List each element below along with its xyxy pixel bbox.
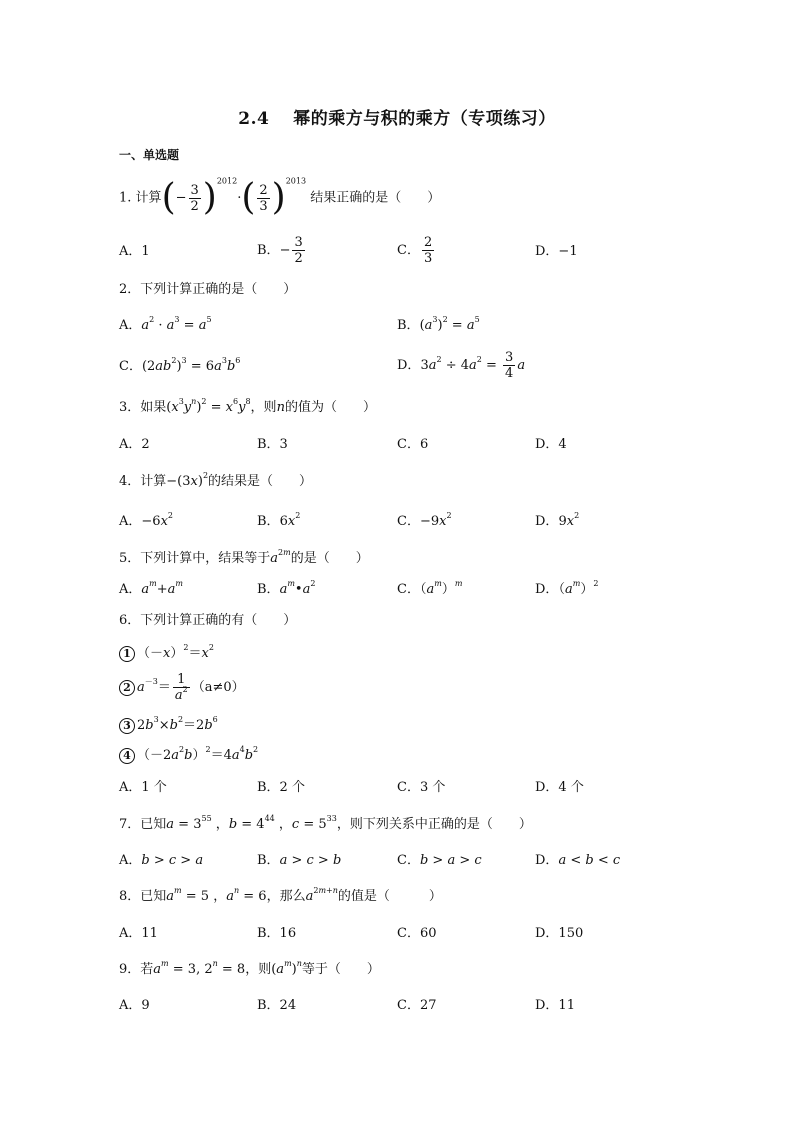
q7-option-c[interactable]: C．b > a > c <box>397 853 482 868</box>
q8-option-b[interactable]: B．16 <box>257 926 297 941</box>
question-1-stem: 1. 计算(− $\frac{3}{2}$ )$^{2012}$·( $\frac{2}{3}$ )$^{2013}$ 结果正确的是（ ） <box>119 176 441 218</box>
q3-option-d[interactable]: D．4 <box>535 437 567 452</box>
q5-option-a[interactable]: A．$a^m+a^m$ <box>119 579 184 597</box>
q6-option-d[interactable]: D．4 个 <box>535 780 584 795</box>
question-6-stem: 6．下列计算正确的有（ ） <box>119 613 297 628</box>
q1-option-a[interactable]: A．1 <box>119 244 150 259</box>
q6-option-c[interactable]: C．3 个 <box>397 780 446 795</box>
page-title: 2.4 幂的乘方与积的乘方（专项练习） <box>238 109 556 129</box>
q5-option-b[interactable]: B．$a^m•a^2$ <box>257 579 316 597</box>
q5-option-d[interactable]: D．$(a^m)^2$ <box>535 579 599 597</box>
q2-option-c[interactable]: C．$(2ab^2)^3 = 6a^3b^6$ <box>119 356 241 374</box>
q5-option-c[interactable]: C．$(a^m)^m$ <box>397 579 463 597</box>
q1-option-b[interactable]: B．− $\frac{3}{2}$ <box>257 235 303 266</box>
q7-option-b[interactable]: B．a > c > b <box>257 853 342 868</box>
q8-option-c[interactable]: C．60 <box>397 926 437 941</box>
q6-item-3: 3 $2b^3\times b^2=2b^6$ <box>119 716 218 736</box>
q1-option-c[interactable]: C． $\frac{2}{3}$ <box>397 235 433 266</box>
q3-option-b[interactable]: B．3 <box>257 437 288 452</box>
q3-option-c[interactable]: C．6 <box>397 437 429 452</box>
q9-option-b[interactable]: B．24 <box>257 998 297 1013</box>
question-3-stem: 3．如果$(x^3y^n)^2 = x^6y^8$，则n的值为（ ） <box>119 397 376 415</box>
q9-option-c[interactable]: C．27 <box>397 998 437 1013</box>
question-5-stem: 5．下列计算中，结果等于$a^{2m}$的是（ ） <box>119 548 369 566</box>
q6-item-2: 2 $a^{-3}=$ $\frac{1}{a^2}$ （a≠0） <box>119 672 245 703</box>
q9-option-d[interactable]: D．11 <box>535 998 575 1013</box>
q7-option-a[interactable]: A．b > c > a <box>119 853 204 868</box>
q6-option-a[interactable]: A．1 个 <box>119 780 167 795</box>
q2-option-b[interactable]: B．$(a^3)^2 = a^5$ <box>397 315 480 333</box>
section-heading: 一、单选题 <box>119 148 180 162</box>
q3-option-a[interactable]: A．2 <box>119 437 150 452</box>
q4-option-b[interactable]: B．$6x^2$ <box>257 511 301 529</box>
question-8-stem: 8．已知$a^m = 5$ ，$a^n = 6$，那么$a^{2m+n}$的值是（ ） <box>119 886 442 904</box>
question-7-stem: 7．已知$a = 3^{55}$ ，$b = 4^{44}$ ，$c = 5^{33}$，则下列关系中正确的是（ ） <box>119 814 532 832</box>
question-4-stem: 4．计算$-(3x)^2$的结果是（ ） <box>119 471 313 489</box>
q9-option-a[interactable]: A．9 <box>119 998 150 1013</box>
q4-option-d[interactable]: D．$9x^2$ <box>535 511 580 529</box>
q2-option-d[interactable]: D．$3a^2 \div 4a^2$ = $\frac{3}{4}$ a <box>397 350 526 381</box>
q6-item-1: 1 $(-x)^2=x^2$ <box>119 644 214 664</box>
question-9-stem: 9．若$a^m = 3$, $2^n = 8$，则$(a^m)^n$等于（ ） <box>119 959 380 977</box>
question-2-stem: 2．下列计算正确的是（ ） <box>119 282 297 297</box>
q8-option-a[interactable]: A．11 <box>119 926 158 941</box>
q6-item-4: 4 $(-2a^2b)^2=4a^4b^2$ <box>119 746 258 766</box>
q4-option-a[interactable]: A．$-6x^2$ <box>119 511 173 529</box>
q4-option-c[interactable]: C．$-9x^2$ <box>397 511 452 529</box>
q8-option-d[interactable]: D．150 <box>535 926 584 941</box>
q2-option-a[interactable]: A．$a^2 \cdot a^3 = a^5$ <box>119 315 212 333</box>
q7-option-d[interactable]: D．a < b < c <box>535 853 621 868</box>
q1-option-d[interactable]: D．−1 <box>535 244 578 259</box>
q6-option-b[interactable]: B．2 个 <box>257 780 305 795</box>
